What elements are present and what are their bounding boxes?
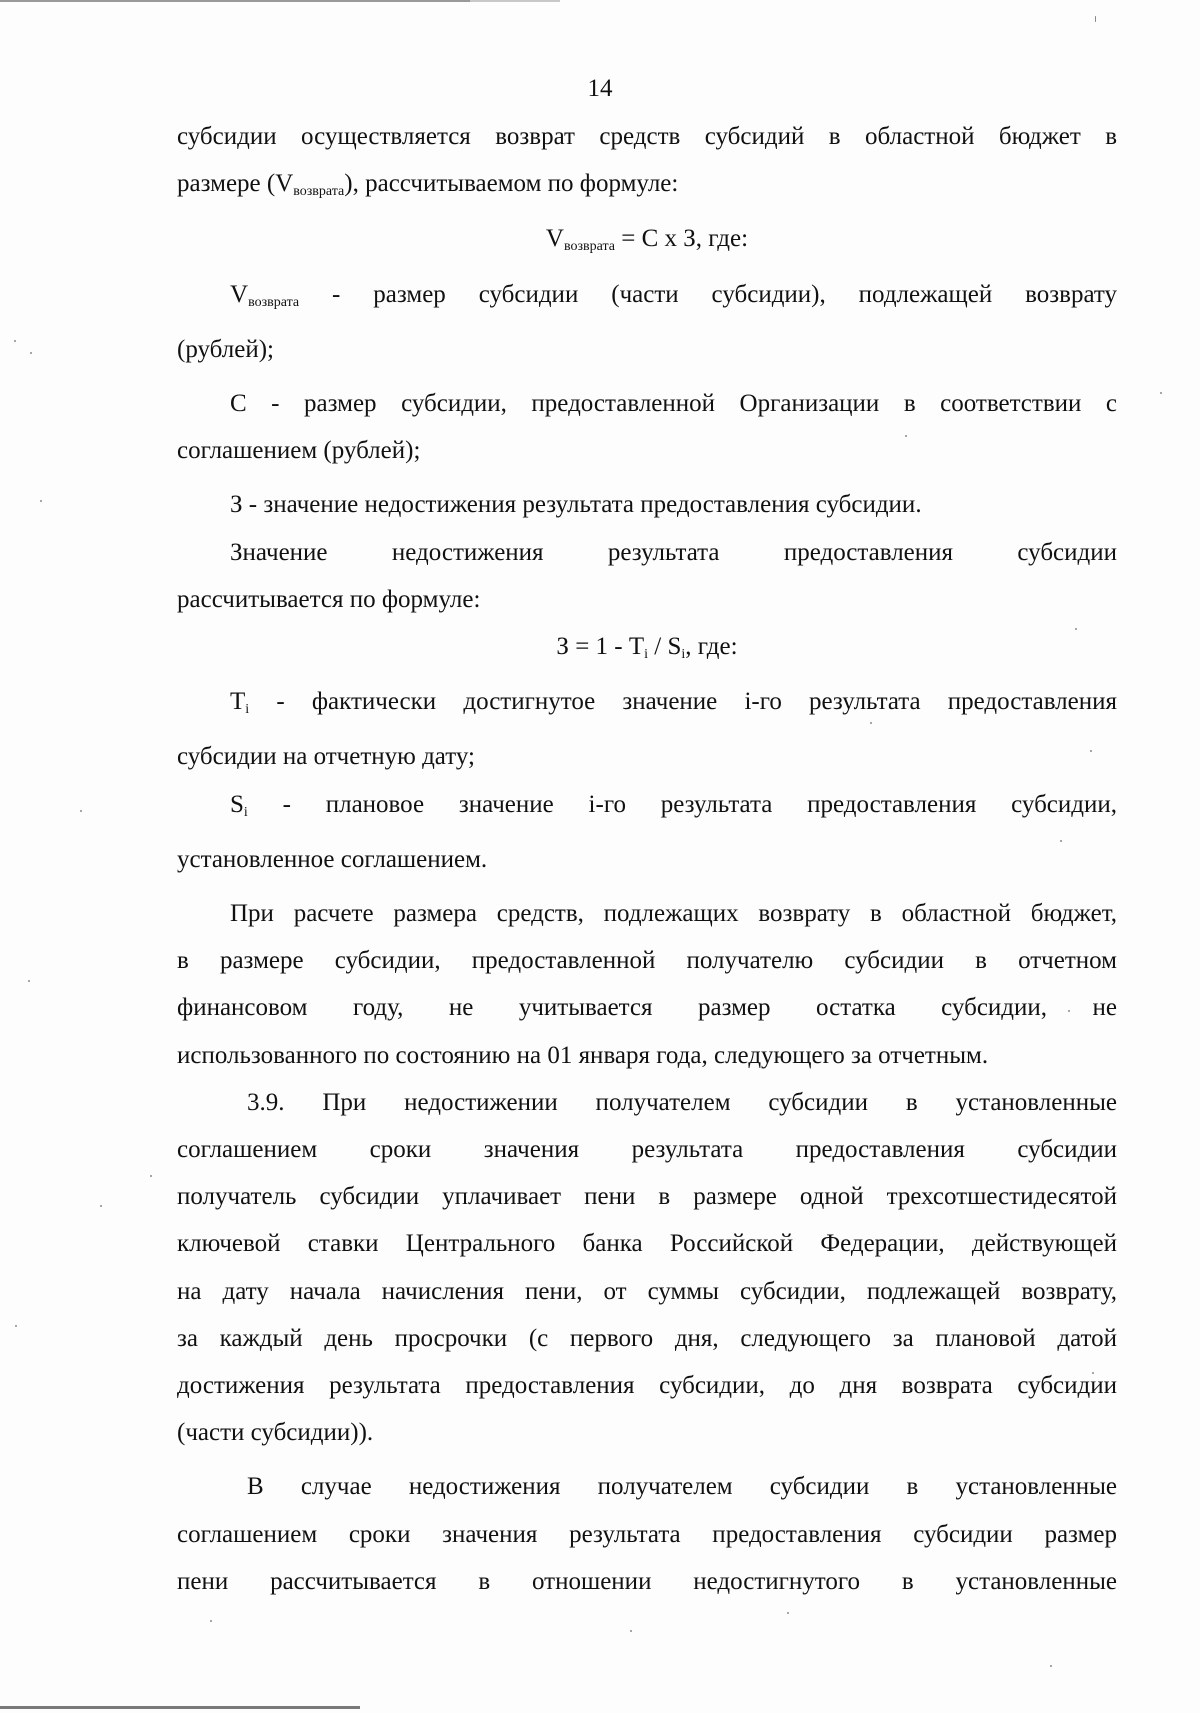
- paragraph-text: на дату начала начисления пени, от суммы субсидии, подлежащей возврату,: [177, 1277, 1117, 1305]
- scan-speck: [630, 1630, 632, 1632]
- formula: $З = 1 - T_i / S_i$, где:: [556, 633, 738, 663]
- scan-speck: [1050, 1665, 1052, 1667]
- paragraph-text: В случае недостижения получателем субсидии в установленные: [247, 1473, 1117, 1501]
- paragraph-text: субсидии осуществляется возврат средств субсидий в областной бюджет в: [177, 123, 1117, 150]
- formula: $V_{возврата} = С$ х З, где:: [545, 225, 749, 255]
- paragraph-text: (рублей);: [177, 335, 274, 363]
- paragraph-text: При расчете размера средств, подлежащих возврату в областной бюджет,: [230, 900, 1117, 928]
- scan-speck: [30, 352, 32, 354]
- scan-speck: [15, 1325, 17, 1327]
- scan-speck: [1095, 16, 1096, 22]
- paragraph-text: соглашением сроки значения результата предоставления субсидии: [177, 1136, 1117, 1164]
- scan-speck: [40, 500, 42, 502]
- scan-speck: [1160, 392, 1162, 394]
- scan-speck: [100, 1205, 102, 1207]
- paragraph-text: соглашением (рублей);: [177, 437, 421, 465]
- paragraph-text: пени рассчитывается в отношении недостигнутого в установленные: [177, 1567, 1117, 1595]
- paragraph-text: $S_i$ - плановое значение i-го результата предоставления субсидии,: [230, 790, 1117, 820]
- paragraph-text: ключевой ставки Центрального банка Российской Федерации, действующей: [177, 1230, 1117, 1258]
- paragraph-text: (части субсидии)).: [177, 1419, 374, 1447]
- paragraph-text: 3.9. При недостижении получателем субсидии в установленные: [247, 1088, 1117, 1116]
- scan-edge-line: [0, 1706, 360, 1709]
- paragraph-text: соглашением сроки значения результата предоставления субсидии размер: [177, 1520, 1117, 1548]
- paragraph-text: получатель субсидии уплачивает пени в размере одной трехсотшестидесятой: [177, 1183, 1117, 1211]
- paragraph-text: размере $(V_{возврата})$, рассчитываемом по формуле:: [177, 170, 679, 200]
- paragraph-text: финансовом году, не учитывается размер остатка субсидии, не: [177, 994, 1117, 1022]
- paragraph-text: использованного по состоянию на 01 января года, следующего за отчетным.: [177, 1041, 989, 1069]
- page-number: 14: [587, 75, 613, 102]
- paragraph-text: С - размер субсидии, предоставленной Организации в соответствии с: [230, 390, 1117, 418]
- paragraph-text: достижения результата предоставления субсидии, до дня возврата субсидии: [177, 1372, 1117, 1400]
- paragraph-text: в размере субсидии, предоставленной получателю субсидии в отчетном: [177, 947, 1117, 975]
- scan-speck: [14, 340, 16, 342]
- paragraph-text: рассчитывается по формуле:: [177, 585, 481, 613]
- paragraph-text: установленное соглашением.: [177, 845, 488, 873]
- paragraph-text: субсидии на отчетную дату;: [177, 743, 475, 771]
- scan-speck: [28, 980, 30, 982]
- scan-speck: [150, 1175, 152, 1177]
- scan-speck: [210, 1620, 212, 1622]
- document-body: [177, 113, 1117, 1605]
- paragraph-text: $T_i$ - фактически достигнутое значение i-го результата предоставления: [230, 688, 1117, 718]
- paragraph-text: за каждый день просрочки (с первого дня, следующего за плановой датой: [177, 1324, 1117, 1352]
- scan-speck: [80, 810, 82, 812]
- paragraph-text: $V_{возврата}$ - размер субсидии (части субсидии), подлежащей возврату: [230, 280, 1117, 310]
- scan-speck: [787, 1612, 789, 1614]
- scan-edge-line: [470, 0, 560, 2]
- paragraph-text: З - значение недостижения результата предоставления субсидии.: [230, 491, 922, 519]
- paragraph-text: Значение недостижения результата предоставления субсидии: [230, 538, 1117, 566]
